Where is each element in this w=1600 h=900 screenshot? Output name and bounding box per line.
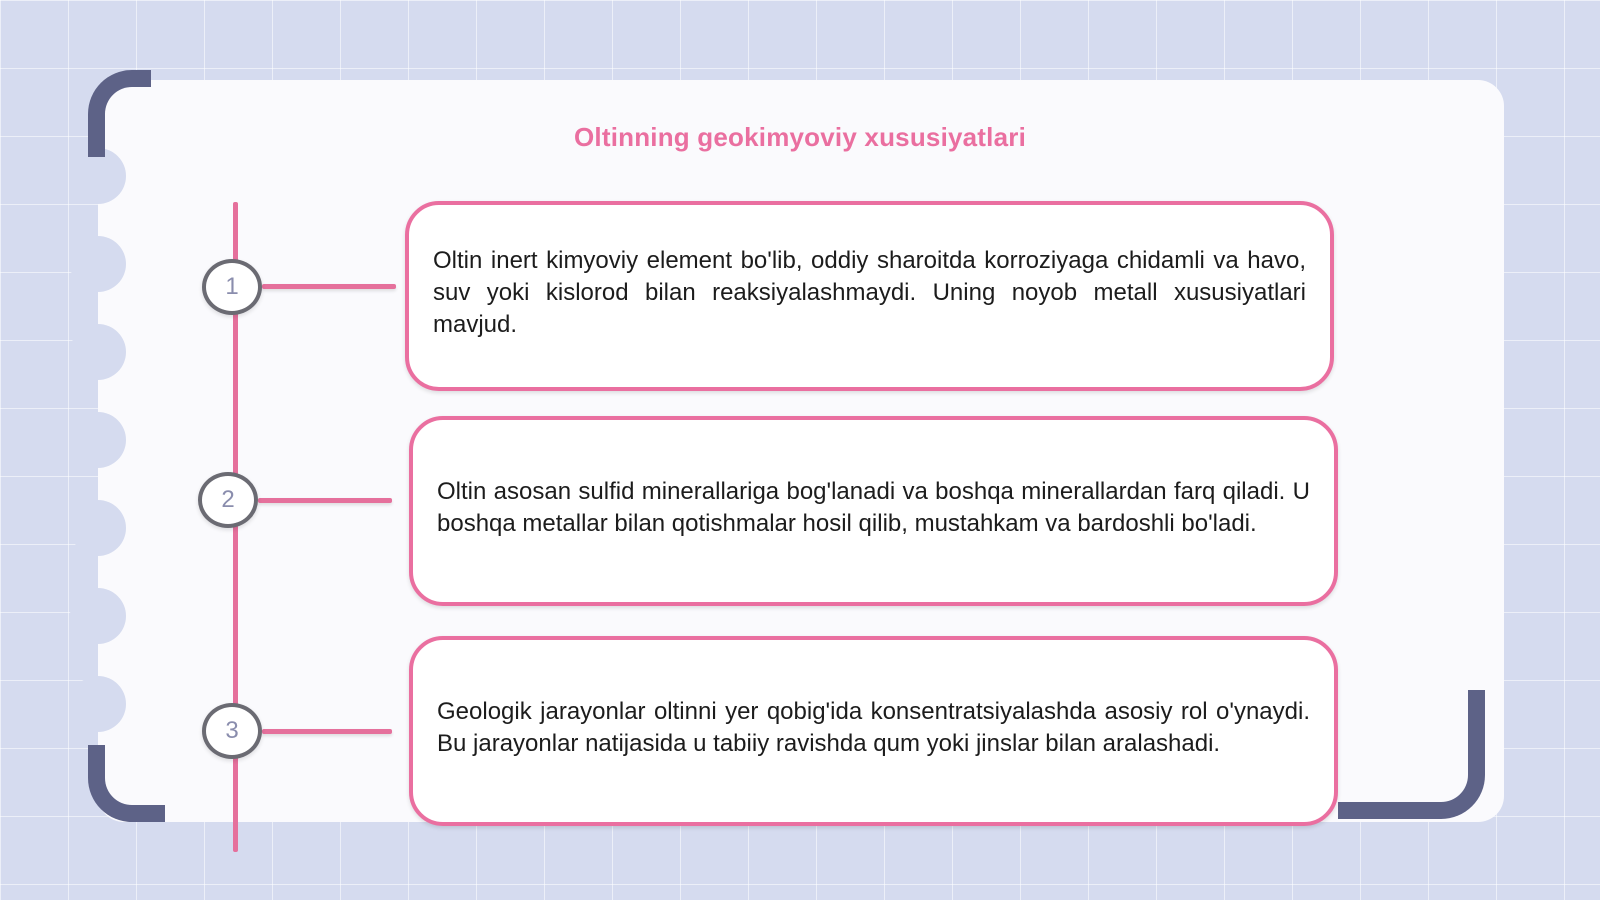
timeline-connector bbox=[262, 284, 396, 289]
timeline-connector bbox=[258, 498, 392, 503]
sheet-scallop bbox=[70, 500, 126, 556]
corner-bracket-bottom-left bbox=[88, 745, 165, 822]
step-card-3 bbox=[409, 636, 1338, 826]
step-card-1 bbox=[405, 201, 1334, 391]
timeline-connector bbox=[262, 729, 392, 734]
corner-bracket-bottom-right bbox=[1338, 690, 1485, 819]
step-text-2: Oltin asosan sulfid minerallariga bog'lanadi va boshqa minerallardan farq qiladi. U boshqa metallar bilan qotishmalar hosil qilib, mustahkam va bardoshli bo'ladi. bbox=[437, 478, 1310, 537]
step-text-1: Oltin inert kimyoviy element bo'lib, oddiy sharoitda korroziyaga chidamli va havo, suv yoki kislorod bilan reaksiyalashmaydi. Uning noyob metall xususiyatlari mavjud. bbox=[433, 247, 1306, 338]
sheet-scallop bbox=[70, 676, 126, 732]
sheet-scallop bbox=[70, 324, 126, 380]
sheet-scallop bbox=[70, 412, 126, 468]
sheet-scallop bbox=[70, 236, 126, 292]
step-card-2 bbox=[409, 416, 1338, 606]
step-number-1: 1 bbox=[202, 259, 262, 315]
sheet-scallop bbox=[70, 588, 126, 644]
step-text-3: Geologik jarayonlar oltinni yer qobig'ida konsentratsiyalashda asosiy rol o'ynaydi. Bu jarayonlar natijasida u tabiiy ravishda qum yoki jinslar bilan aralashadi. bbox=[437, 698, 1310, 757]
step-number-3: 3 bbox=[202, 703, 262, 759]
step-number-2: 2 bbox=[198, 472, 258, 528]
slide-title: Oltinning geokimyoviy xususiyatlari bbox=[573, 122, 1026, 152]
